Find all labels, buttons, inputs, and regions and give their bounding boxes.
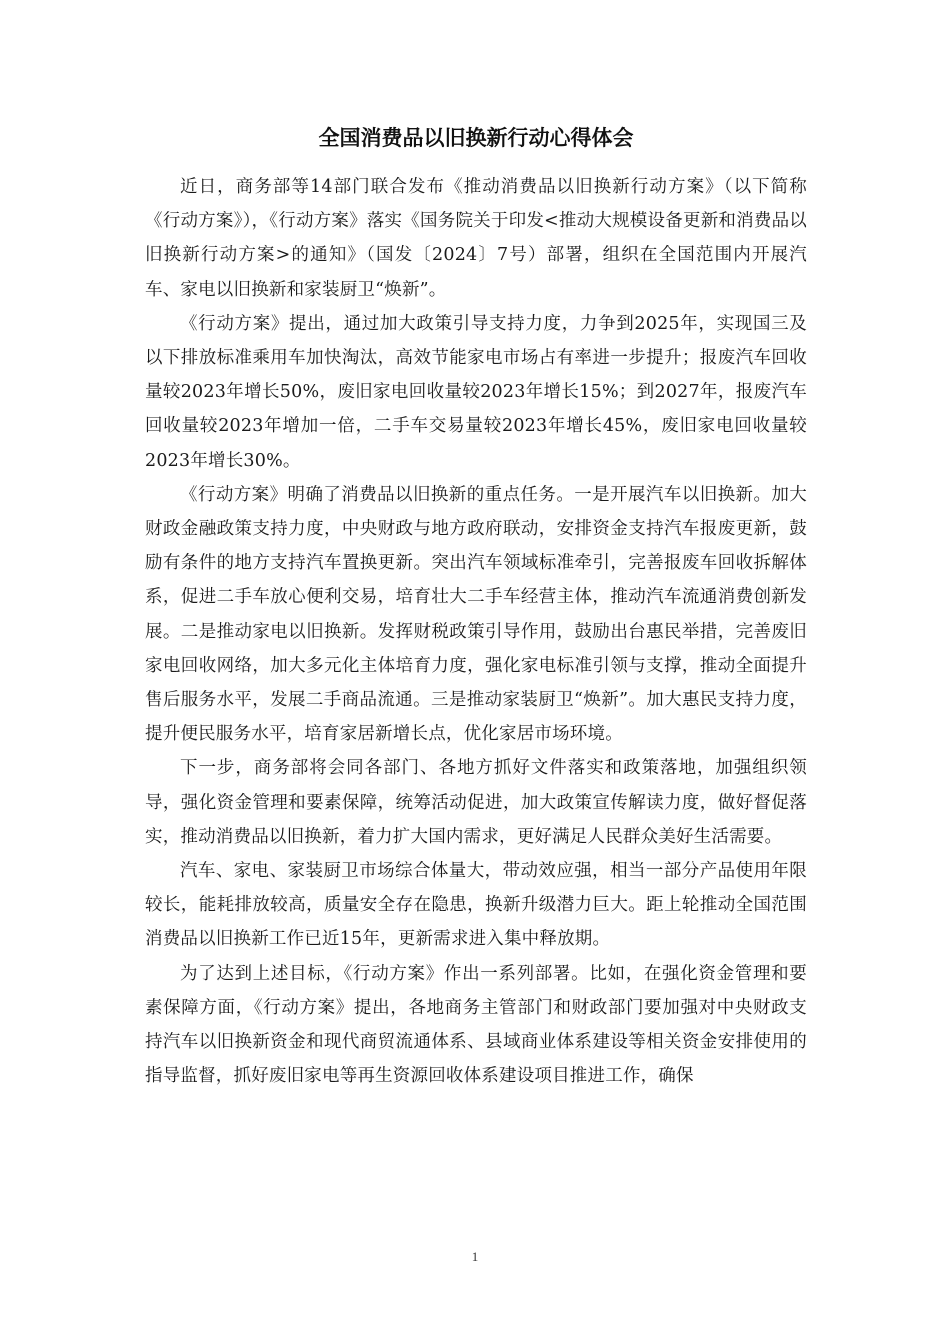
paragraph-targets: 《行动方案》提出，通过加大政策引导支持力度，力争到2025年，实现国三及以下排放标准乘用车加快淘汰，高效节能家电市场占有率进一步提升；报废汽车回收量较2023年增长50%，废旧家电回收量较2023年增长15%；到2027年，报废汽车回收量较2023年增加一倍，二手车交易量较2023年增长45%，废旧家电回收量较2023年增长30%。 — [145, 313, 807, 471]
document-body — [145, 118, 807, 1093]
paragraph-deployment: 为了达到上述目标，《行动方案》作出一系列部署。比如，在强化资金管理和要素保障方面，《行动方案》提出，各地商务主管部门和财政部门要加强对中央财政支持汽车以旧换新资金和现代商贸流通体系、县域商业体系建设等相关资金安排使用的指导监督，抓好废旧家电等再生资源回收体系建设项目推进工作，确保 — [145, 963, 807, 1087]
page-number: 1 — [471, 1249, 479, 1264]
document-title: 全国消费品以旧换新行动心得体会 — [318, 126, 634, 150]
paragraph-market-potential: 汽车、家电、家装厨卫市场综合体量大，带动效应强，相当一部分产品使用年限较长，能耗排放较高，质量安全存在隐患，换新升级潜力巨大。距上轮推动全国范围消费品以旧换新工作已近15年，更新需求进入集中释放期。 — [145, 861, 807, 950]
paragraph-intro: 近日，商务部等14部门联合发布《推动消费品以旧换新行动方案》（以下简称《行动方案》），《行动方案》落实《国务院关于印发<推动大规模设备更新和消费品以旧换新行动方案>的通知》（国发〔2024〕7号）部署，组织在全国范围内开展汽车、家电以旧换新和家装厨卫“焕新”。 — [145, 177, 807, 300]
paragraph-next-steps: 下一步，商务部将会同各部门、各地方抓好文件落实和政策落地，加强组织领导，强化资金管理和要素保障，统筹活动促进，加大政策宣传解读力度，做好督促落实，推动消费品以旧换新，着力扩大国内需求，更好满足人民群众美好生活需要。 — [145, 758, 807, 847]
paragraph-key-tasks: 《行动方案》明确了消费品以旧换新的重点任务。一是开展汽车以旧换新。加大财政金融政策支持力度，中央财政与地方政府联动，安排资金支持汽车报废更新，鼓励有条件的地方支持汽车置换更新。突出汽车领域标准牵引，完善报废车回收拆解体系，促进二手车放心便利交易，培育壮大二手车经营主体，推动汽车流通消费创新发展。二是推动家电以旧换新。发挥财税政策引导作用，鼓励出台惠民举措，完善废旧家电回收网络，加大多元化主体培育力度，强化家电标准引领与支撑，推动全面提升售后服务水平，发展二手商品流通。三是推动家装厨卫“焕新”。加大惠民支持力度，提升便民服务水平，培育家居新增长点，优化家居市场环境。 — [145, 484, 807, 745]
